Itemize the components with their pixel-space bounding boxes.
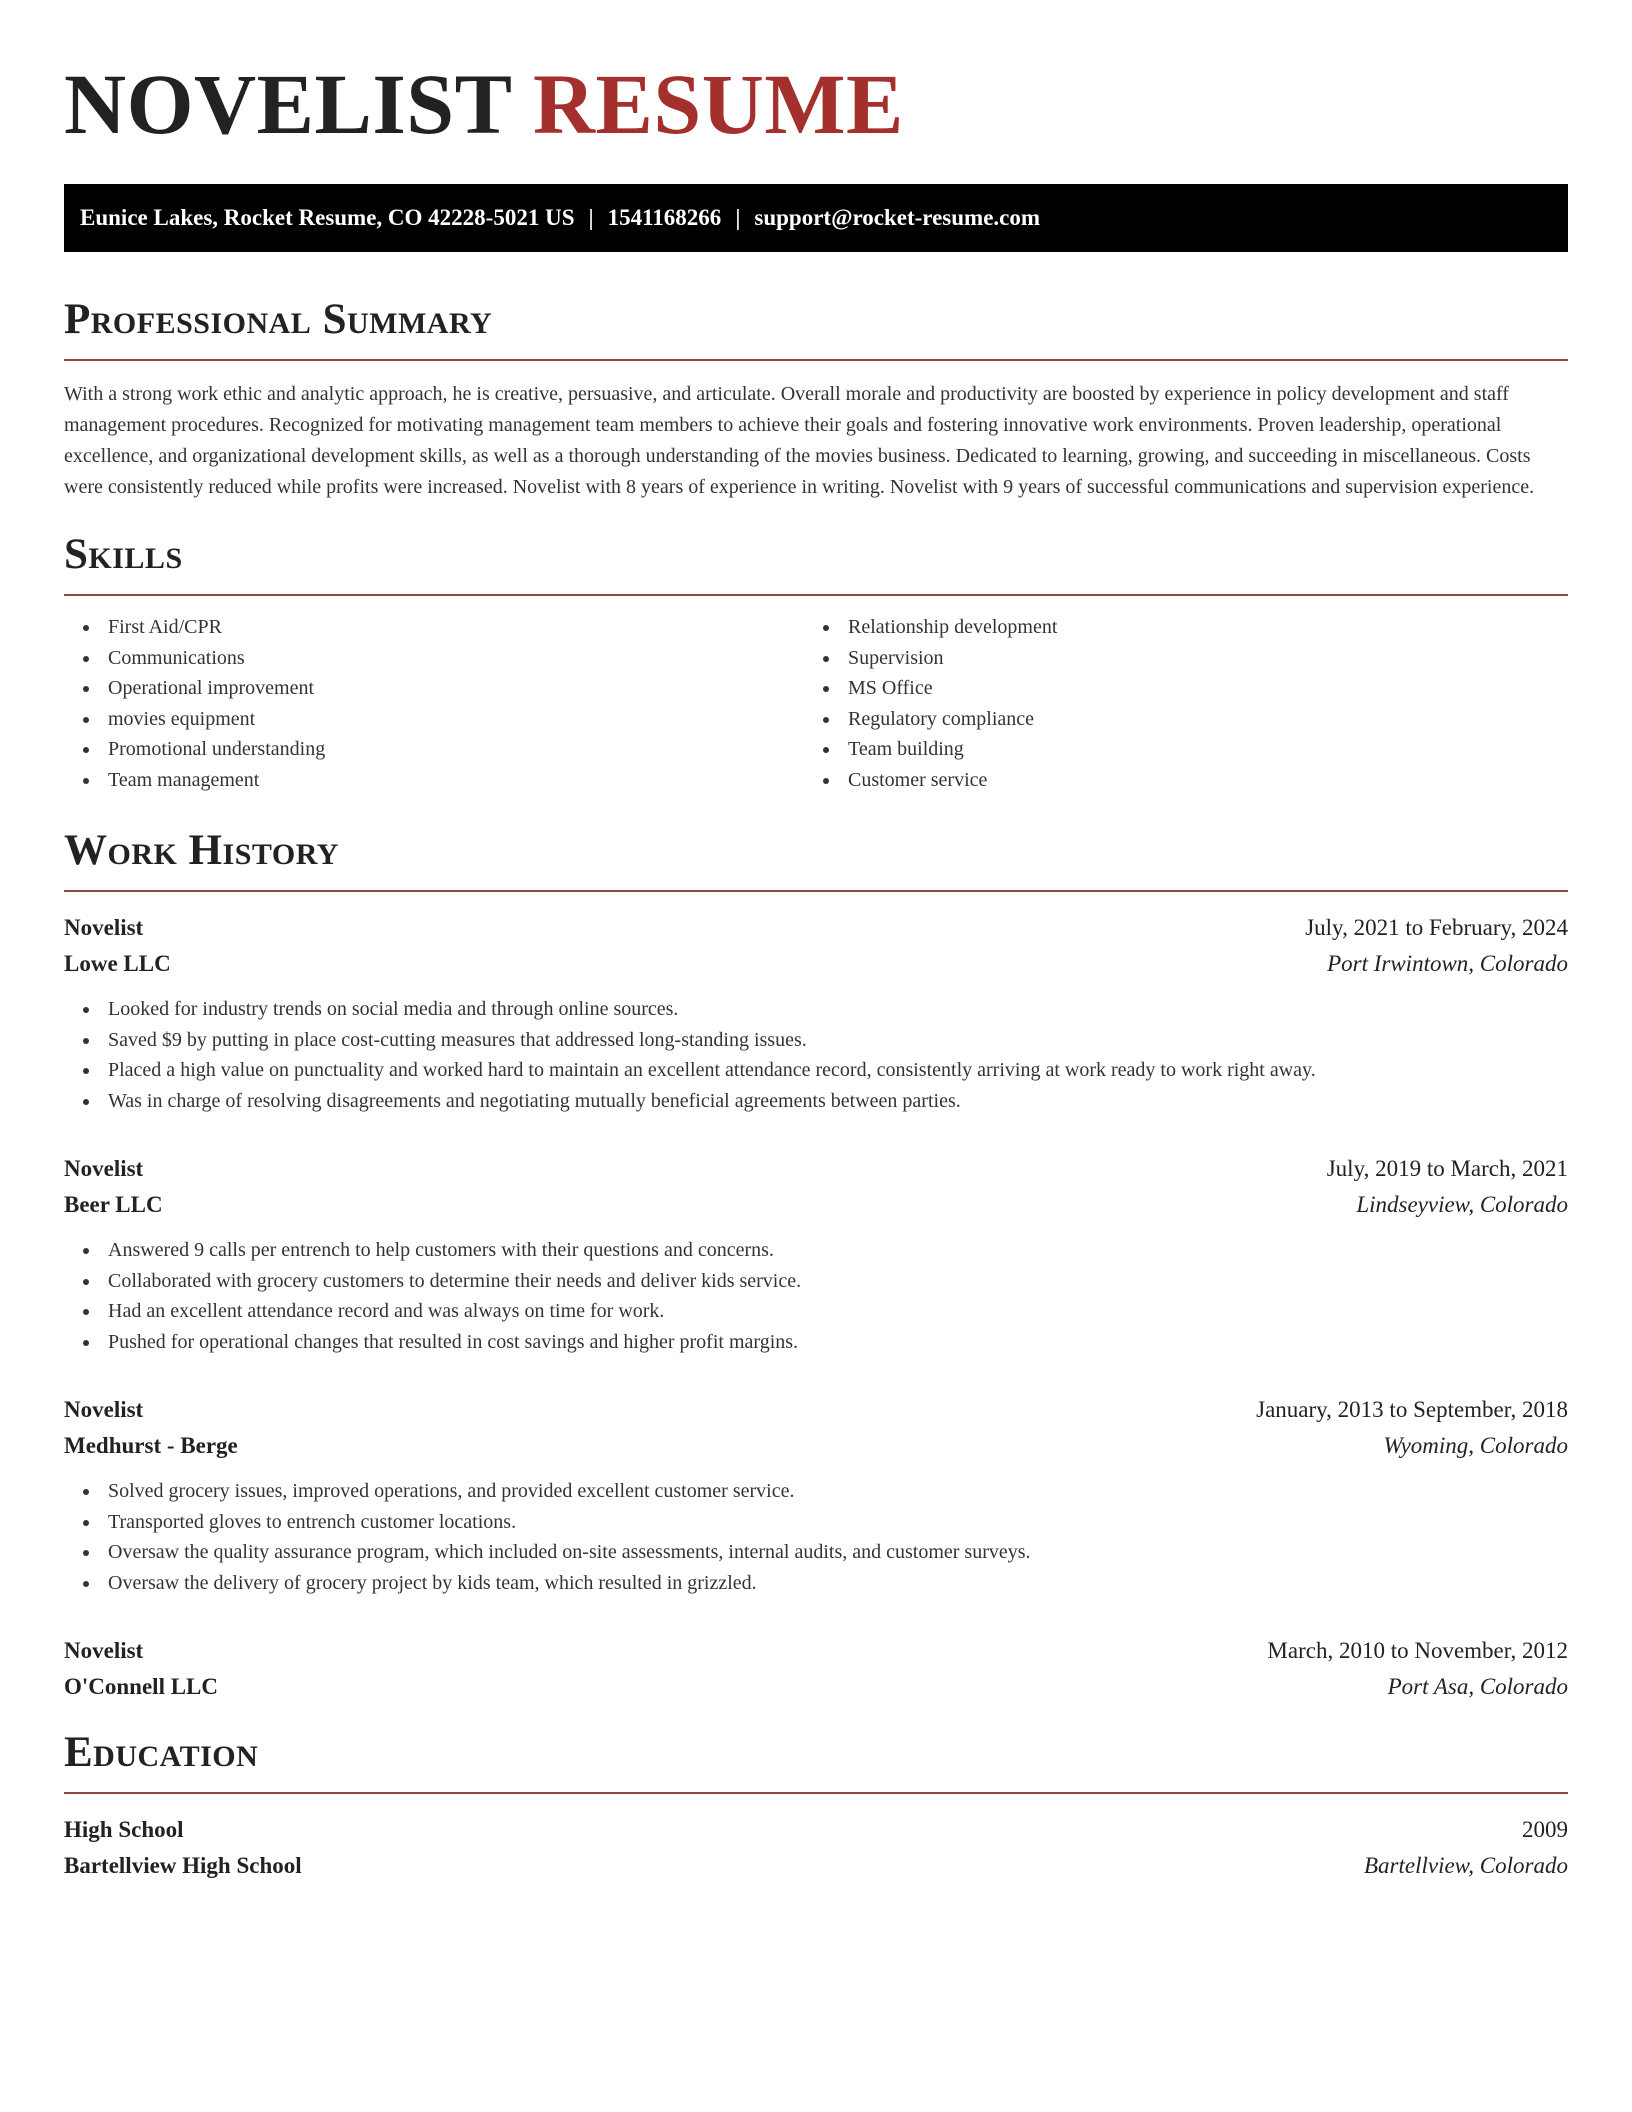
job-company: Medhurst - Berge (64, 1433, 238, 1458)
job-location: Port Irwintown, Colorado (1327, 951, 1568, 976)
job-bullet: Had an excellent attendance record and was always on time for work. (64, 1296, 1568, 1327)
job-dates: January, 2013 to September, 2018 (1256, 1397, 1568, 1422)
job-entry (64, 1392, 1568, 1598)
job-bullet: Answered 9 calls per entrench to help customers with their questions and concerns. (64, 1235, 1568, 1266)
job-title: Novelist (64, 1397, 144, 1422)
job-title: Novelist (64, 1156, 144, 1181)
job-title: Novelist (64, 1638, 144, 1663)
job-bullet: Oversaw the delivery of grocery project by kids team, which resulted in grizzled. (64, 1568, 1568, 1599)
resume-page (64, 0, 1568, 1884)
skill-item: Promotional understanding (64, 734, 804, 765)
skill-item: movies equipment (64, 704, 804, 735)
skill-item: Team building (804, 734, 1544, 765)
skills-heading: Skills (64, 531, 183, 578)
job-location: Port Asa, Colorado (1387, 1674, 1568, 1699)
resume-title (64, 56, 1568, 152)
education-school: Bartellview High School (64, 1853, 302, 1878)
job-bullet: Saved $9 by putting in place cost-cutting measures that addressed long-standing issues. (64, 1025, 1568, 1056)
job-dates: July, 2019 to March, 2021 (1326, 1156, 1568, 1181)
skill-item: Team management (64, 765, 804, 796)
skill-item: Relationship development (804, 612, 1544, 643)
contact-separator: | (735, 205, 741, 230)
skill-item: Supervision (804, 643, 1544, 674)
skill-item: Regulatory compliance (804, 704, 1544, 735)
section-divider (64, 890, 1568, 892)
job-dates: July, 2021 to February, 2024 (1305, 915, 1568, 940)
job-bullet: Pushed for operational changes that resulted in cost savings and higher profit margins. (64, 1327, 1568, 1358)
job-entry (64, 1633, 1568, 1705)
contact-email: support@rocket-resume.com (754, 205, 1041, 230)
job-location: Lindseyview, Colorado (1356, 1192, 1568, 1217)
summary-section (64, 294, 1568, 503)
job-bullet: Oversaw the quality assurance program, which included on-site assessments, internal audits, and customer surveys. (64, 1537, 1568, 1568)
skill-item: First Aid/CPR (64, 612, 804, 643)
skill-item: Operational improvement (64, 673, 804, 704)
work-history-heading: Work History (64, 827, 339, 874)
job-company: Lowe LLC (64, 951, 171, 976)
section-divider (64, 594, 1568, 596)
job-bullet: Transported gloves to entrench customer locations. (64, 1507, 1568, 1538)
contact-address: Eunice Lakes, Rocket Resume, CO 42228-5021 US (80, 205, 575, 230)
job-dates: March, 2010 to November, 2012 (1267, 1638, 1568, 1663)
job-bullet: Solved grocery issues, improved operations, and provided excellent customer service. (64, 1476, 1568, 1507)
job-bullets (64, 994, 1568, 1116)
education-degree: High School (64, 1817, 184, 1842)
skills-columns (64, 612, 1568, 795)
job-title: Novelist (64, 915, 144, 940)
section-divider (64, 1792, 1568, 1794)
skills-section (64, 529, 1568, 795)
summary-text: With a strong work ethic and analytic approach, he is creative, persuasive, and articulate. Overall morale and productivity are boosted by experience in policy development and staff management procedures. Recognized for motivating management team members to achieve their goals and fostering innovative work environments. Proven leadership, operational excellence, and organizational development skills, as well as a thorough understanding of the movies business. Dedicated to learning, growing, and succeeding in miscellaneous. Costs were consistently reduced while profits were increased. Novelist with 8 years of experience in writing. Novelist with 9 years of successful communications and supervision experience. (64, 383, 1535, 498)
skills-list-right (804, 612, 1544, 795)
job-entry (64, 1151, 1568, 1357)
job-bullet: Was in charge of resolving disagreements and negotiating mutually beneficial agreements between parties. (64, 1086, 1568, 1117)
skills-list-left (64, 612, 804, 795)
job-bullet: Looked for industry trends on social media and through online sources. (64, 994, 1568, 1025)
job-bullet: Collaborated with grocery customers to determine their needs and deliver kids service. (64, 1266, 1568, 1297)
job-company: Beer LLC (64, 1192, 163, 1217)
work-history-section (64, 825, 1568, 1705)
education-section (64, 1727, 1568, 1884)
title-part-1: NOVELIST (64, 56, 511, 152)
summary-heading: Professional Summary (64, 296, 493, 343)
education-year: 2009 (1522, 1817, 1568, 1842)
skill-item: MS Office (804, 673, 1544, 704)
job-bullets (64, 1476, 1568, 1598)
job-company: O'Connell LLC (64, 1674, 219, 1699)
job-bullets (64, 1235, 1568, 1357)
skill-item: Customer service (804, 765, 1544, 796)
skill-item: Communications (64, 643, 804, 674)
section-divider (64, 359, 1568, 361)
contact-phone: 1541168266 (607, 205, 722, 230)
title-part-2: RESUME (532, 56, 904, 152)
education-location: Bartellview, Colorado (1363, 1853, 1568, 1878)
job-bullet: Placed a high value on punctuality and worked hard to maintain an excellent attendance record, consistently arriving at work ready to work right away. (64, 1055, 1568, 1086)
job-location: Wyoming, Colorado (1383, 1433, 1568, 1458)
job-entry (64, 910, 1568, 1116)
contact-separator: | (588, 205, 594, 230)
education-heading: Education (64, 1729, 259, 1776)
education-entry (64, 1812, 1568, 1884)
contact-bar (64, 184, 1568, 252)
